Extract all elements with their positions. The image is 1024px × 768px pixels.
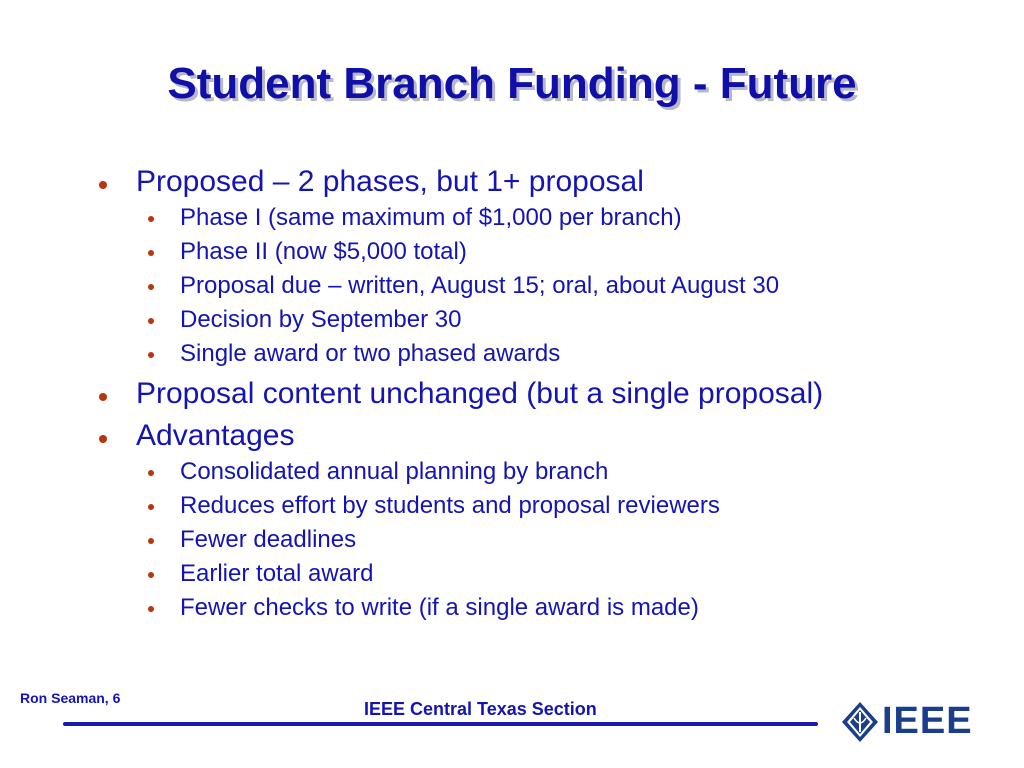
bullet-dot-icon [148, 572, 154, 578]
bullet-text: Proposal content unchanged (but a single proposal) [136, 377, 824, 410]
bullet-list [96, 163, 996, 625]
bullet-dot-icon [148, 470, 154, 476]
sub-bullet-item [96, 523, 996, 557]
bullet-dot-icon [148, 284, 154, 290]
sub-bullet-item [96, 269, 996, 303]
ieee-logo [840, 698, 973, 746]
bullet-dot-icon [99, 435, 107, 443]
bullet-item [96, 417, 996, 455]
sub-bullet-item [96, 489, 996, 523]
sub-bullet-text: Single award or two phased awards [180, 340, 561, 367]
bullet-dot-icon [148, 504, 154, 510]
sub-bullet-item [96, 591, 996, 625]
bullet-dot-icon [148, 352, 154, 358]
bullet-dot-icon [148, 216, 154, 222]
bullet-text: Proposed – 2 phases, but 1+ proposal [136, 165, 644, 198]
bullet-text: Advantages [136, 419, 295, 452]
sub-bullet-text: Earlier total award [180, 560, 374, 587]
footer-author-page: Ron Seaman, 6 [20, 690, 121, 706]
ieee-diamond-icon [840, 700, 880, 744]
sub-bullet-text: Proposal due – written, August 15; oral, about August 30 [180, 272, 780, 299]
bullet-dot-icon [99, 181, 107, 189]
bullet-dot-icon [148, 538, 154, 544]
bullet-dot-icon [148, 250, 154, 256]
footer-divider [63, 722, 818, 726]
sub-bullet-text: Decision by September 30 [180, 306, 462, 333]
bullet-dot-icon [148, 318, 154, 324]
sub-bullet-item [96, 337, 996, 371]
bullet-dot-icon [99, 393, 107, 401]
bullet-item [96, 375, 996, 413]
sub-bullet-text: Phase I (same maximum of $1,000 per branch) [180, 204, 682, 231]
sub-bullet-item [96, 455, 996, 489]
sub-bullet-text: Fewer checks to write (if a single award is made) [180, 594, 699, 621]
slide-title: Student Branch Funding - Future [167, 59, 857, 108]
bullet-dot-icon [148, 606, 154, 612]
bullet-item [96, 163, 996, 201]
sub-bullet-item [96, 557, 996, 591]
sub-bullet-text: Fewer deadlines [180, 526, 357, 553]
logo-text: IEEE [882, 700, 973, 742]
sub-bullet-text: Reduces effort by students and proposal reviewers [180, 492, 720, 519]
sub-bullet-text: Consolidated annual planning by branch [180, 458, 609, 485]
footer-section-name: IEEE Central Texas Section [364, 699, 597, 719]
sub-bullet-item [96, 235, 996, 269]
sub-bullet-item [96, 201, 996, 235]
sub-bullet-item [96, 303, 996, 337]
sub-bullet-text: Phase II (now $5,000 total) [180, 238, 467, 265]
